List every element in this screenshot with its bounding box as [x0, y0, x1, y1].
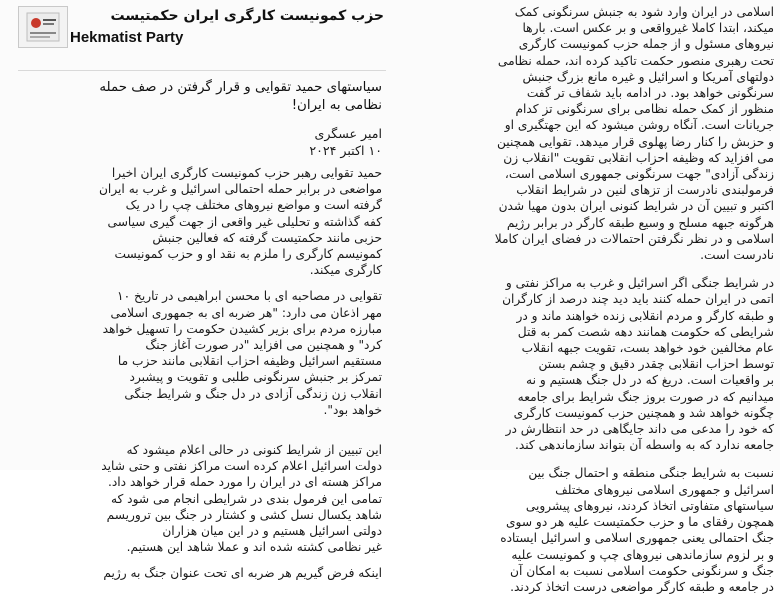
text-line: غیر نظامی کشته شده اند و عملا شاهد این هستیم. [126, 540, 382, 555]
text-line: شاهد یکسال نسل کشی و کشتار در جنگ بین تروریسم [106, 507, 382, 522]
text-line: و بر لزوم سازماندهی نیروهای چپ و کمونیست علیه [511, 547, 774, 562]
text-line: انقلاب زن زندگی آزادی در دل جنگ و شرایط جنگی [124, 386, 382, 401]
text-line: اسرائیل و جمهوری اسلامی نیروهای مختلف [555, 482, 774, 497]
text-line: هرگونه جبهه مسلح و وسیع طبقه کارگر در برابر رژیم [506, 215, 774, 230]
text-line: چگونه خواهد شد و همچنین حزب کمونیست کارگری [513, 405, 774, 420]
text-line: نیروهای مسئول و از جمله حزب کمونیست کارگری [518, 37, 774, 52]
article-title [22, 79, 382, 115]
text-line: اینکه فرض گیریم هر ضربه ای تحت عنوان جنگ به رژیم [103, 566, 382, 581]
right-paragraph-1 [406, 4, 774, 263]
right-paragraph-3 [406, 465, 774, 595]
author-name: امیر عسگری [314, 126, 382, 141]
left-paragraph-2 [22, 288, 382, 418]
text-line: سیاستهای متفاوتی اتخاذ کردند، نیروهای پیشرویی [525, 498, 774, 513]
text-line: که خود را مدعی می داند جایگاهی در حد انتظارش در [505, 422, 774, 437]
text-line: اتمی در ایران حمله کنند باید دید چند درصد از کارگران [502, 292, 774, 307]
text-line: عام مخالفین خود خواهد بست، تقویت جبهه انقلاب [521, 341, 774, 356]
text-line: حزبی مانند حکمتیست گرفته که فعالین جنبش [152, 230, 382, 245]
article-title-line: سیاستهای حمید تقوایی و قرار گرفتن در صف حمله [99, 80, 382, 95]
text-line: دولتی اسرائیل هستیم و در این میان هزاران [162, 524, 382, 539]
text-line: گرفته است و مواضع نیروهای مختلف چپ را در یک [125, 198, 382, 213]
text-line: دولتهای آمریکا و اسرائیل و غیره مانع بزرگ جنبش [522, 69, 774, 84]
text-line: تمامی این فرمول بندی در شرایطی انجام می شود که [110, 491, 382, 506]
text-line: این تبیین از شرایط کنونی در حالی اعلام میشود که [126, 443, 382, 458]
text-line: نسبت به شرایط جنگی منطقه و احتمال جنگ بین [528, 466, 774, 481]
text-line: تقوایی در مصاحبه ای با محسن ابراهیمی در تاریخ ۱۰ [117, 289, 382, 304]
text-line: در شرایط جنگی اگر اسرائیل و غرب به مراکز نفتی و [505, 276, 774, 291]
text-line: مهر اذعان می دارد: "هر ضربه ای به جمهوری اسلامی [110, 305, 382, 320]
text-line: مستقیم اسرائیل وظیفه احزاب انقلابی مانند حزب ما [117, 354, 382, 369]
left-paragraph-1 [22, 165, 382, 278]
text-line: تمرکز بر جنبش سرنگونی طلبی و تقویت و پیشبرد [129, 370, 382, 385]
text-line: جنگ احتمالی یعنی جمهوری اسلامی و اسرائیل ایستاده [500, 531, 774, 546]
text-line: خواهد بود". [323, 402, 382, 417]
party-logo-icon [18, 6, 68, 48]
right-column [404, 0, 776, 594]
text-line: میکند، ابتدا کاملا غیرواقعی و بر عکس است. بارها [522, 21, 774, 36]
text-line: بر واقعیات است. دریغ که در دل جنگ هستیم و نه [526, 373, 774, 388]
text-line: کمونیسم کارگری را ملزم به نقد او و حزب کمونیست [114, 247, 382, 262]
party-name-english: Hekmatist Party [70, 29, 184, 46]
left-paragraph-3 [22, 442, 382, 555]
text-line: سرنگونی خواهد بود. در ادامه باید شفاف تر گفت [526, 86, 774, 101]
text-line: و حزبش را کنار رضا پهلوی قرار میدهد. تقوایی همچنین [496, 134, 774, 149]
text-line: جریانات است. آنگاه روشن میشود که این جهتگیری او [504, 118, 774, 133]
text-line: و طبقه کارگر و مردم انقلابی زنده خواهند ماند و در [516, 308, 774, 323]
article-title-line: نظامی به ایران! [291, 98, 382, 113]
text-line: مواضعی در برابر حمله احتمالی اسرائیل و غرب به ایران [98, 182, 382, 197]
text-line: توسط احزاب انقلابی چقدر دقیق و چشم بستن [538, 357, 774, 372]
text-line: میدانیم که در صورت بروز جنگ شرایط برای جامعه [517, 389, 774, 404]
text-line: همچون رفقای ما و حزب حکمتیست علیه هر دو سوی [506, 515, 774, 530]
text-line: جنگ و سرنگونی حکومت اسلامی نسبت به امکان آن [510, 563, 774, 578]
left-column [18, 0, 386, 581]
text-line: اسلامی و در نظر نگرفتن احتمالات در فضای ایران کاملا [494, 231, 774, 246]
text-line: تحت رهبری منصور حکمت تاکید کرده اند، حمله نظامی [497, 53, 774, 68]
text-line: کارگری میکند. [309, 263, 382, 278]
text-line: کفه گذاشته و تحلیلی غیر واقعی از جهت گیری سیاسی [107, 214, 382, 229]
text-line: منظور از کمک حمله نظامی برای سرنگونی تز کدام [515, 102, 774, 117]
right-paragraph-2 [406, 275, 774, 453]
text-line: می افزاید که وظیفه احزاب انقلابی تقویت "انقلاب زن [503, 150, 774, 165]
text-line: حمید تقوایی رهبر حزب کمونیست کارگری ایران اخیرا [111, 166, 382, 180]
text-line: مبارزه مردم برای بزیر کشیدن حکومت را تسهیل خواهد [102, 321, 382, 336]
text-line: زندگی آزادی" جهت سرنگونی جمهوری اسلامی است، [504, 167, 774, 182]
text-line: اکتبر و تبیین آن در شرایط کنونی ایران بدون مهیا شدن [498, 199, 774, 214]
text-line: شرایطی که حکومت همانند دهه شصت کمر به قتل [517, 324, 774, 339]
text-line: فرمولبندی نادرست از تزهای لنین در شرایط انقلاب [516, 183, 774, 198]
party-header [18, 0, 386, 71]
publish-date: ۱۰ اکتبر ۲۰۲۴ [309, 143, 382, 158]
left-paragraph-4 [22, 565, 382, 581]
byline [22, 125, 382, 159]
text-line: کرد" و همچنین می افزاید "در صورت آغاز جنگ [145, 338, 382, 353]
text-line: دولت اسرائیل اعلام کرده است مراکز نفتی و حتی شاید [101, 459, 382, 474]
text-line: جامعه ندارد که به واسطه آن بتواند سازماندهی کند. [514, 438, 774, 453]
party-name-persian: حزب کمونیست کارگری ایران حکمتیست [110, 8, 384, 24]
text-line: در جامعه و طبقه کارگر مواضعی درست اتخاذ کردند. [510, 579, 774, 594]
text-line: نادرست است. [700, 248, 774, 263]
text-line: اسلامی در ایران وارد شود به جنبش سرنگونی کمک [514, 5, 774, 19]
text-line: مراکز هسته ای در ایران را مورد حمله قرار خواهد داد. [107, 475, 382, 490]
